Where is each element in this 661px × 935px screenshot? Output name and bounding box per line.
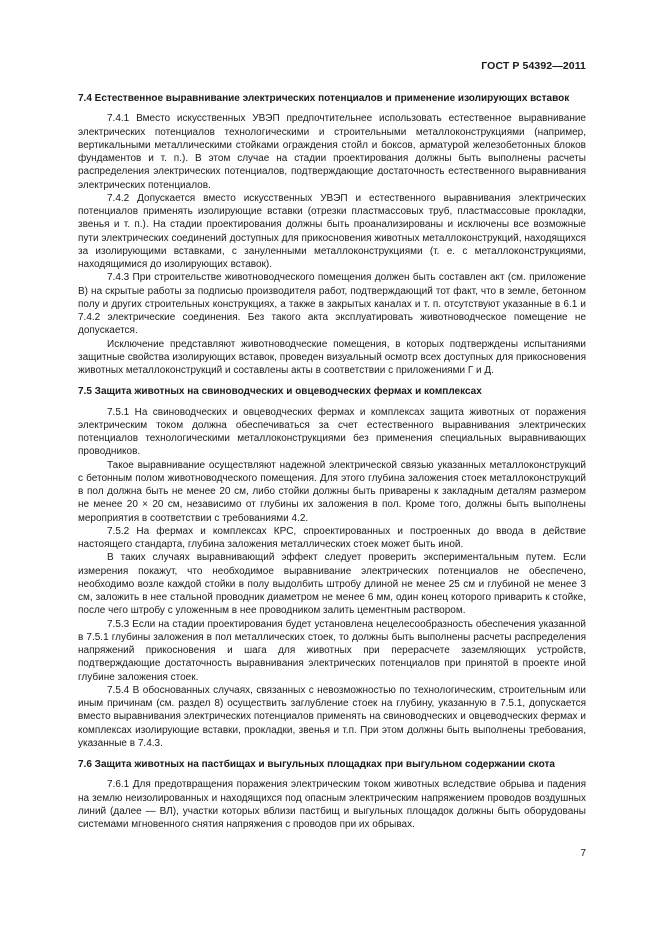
section-7-5 (78, 385, 586, 750)
section-title: 7.5 Защита животных на свиноводческих и овцеводческих фермах и комплексах (78, 386, 482, 398)
page-number: 7 (580, 848, 586, 859)
section-7-6 (78, 758, 586, 831)
section-title: 7.6 Защита животных на пастбищах и выгульных площадках при выгульном содержании скота (78, 759, 555, 770)
paragraph: 7.4.3 При строительстве животноводческого помещения должен быть составлен акт (см. приложение В) на скрытые работы за подписью производителя работ, подтверждающий тот факт, что в земле, бетонном полу и других строительных конструкциях, а также в закрытых каналах и т. п. отсутствуют указанные в 6.1 и 7.4.2 электрические соединения. Без такого акта эксплуатировать животноводческое помещение не допускается. (78, 272, 586, 337)
paragraph: 7.5.3 Если на стадии проектирования будет установлена нецелесообразность обеспечения указанной в 7.5.1 глубины заложения в пол металлических стоек, то должны быть выполнены расчеты распределения напряжений прикосновения и шага для животных при перерасчете заземляющих устройств, подтверждающие достаточность выравнивания электрических потенциалов при принятой в проекте иной глубине заложения стоек. (78, 618, 586, 683)
paragraph: 7.5.4 В обоснованных случаях, связанных с невозможностью по технологическим, строительным или иным причинам (см. раздел 8) осуществить заглубление стоек на глубину, указанную в 7.5.1, допускается вместо выравнивания электрических потенциалов применять на свиноводческих и овцеводческих фермах и комплексах изолирующие вставки, прокладки, звенья и т.п. При этом должны быть выполнены требования, указанные в 7.4.3. (78, 684, 586, 749)
paragraph: Исключение представляют животноводческие помещения, в которых подтверждены испытаниями защитные свойства изолирующих вставок, проведен визуальный осмотр всех доступных для прикосновения животных металлоконструкций и составлены акты в соответствии с приложениями Г и Д. (78, 338, 586, 376)
section-title: 7.4 Естественное выравнивание электрических потенциалов и применение изолирующих вставок (78, 93, 570, 104)
paragraph: 7.4.2 Допускается вместо искусственных УВЭП и естественного выравнивания электрических потенциалов применять изолирующие вставки (отрезки пластмассовых труб, пластмассовые прокладки, звенья и т. п.). На стадии проектирования должны быть проанализированы и исключены все возможные пути электрических соединений доступных для прикосновения животных металлоконструкций, находящихся за изолирующими вставками, с зануленными металлоконструкциями (т. е. с металлоконструкциями, находящимися до изолирующих вставок). (78, 192, 586, 270)
paragraph: 7.6.1 Для предотвращения поражения электрическим током животных вследствие обрыва и падения на землю неизолированных и находящихся под опасным электрическим напряжением проводов воздушных линий (далее — ВЛ), участки которых вблизи пастбищ и выгульных площадок должны быть оборудованы системами мгновенного снятия напряжения с проводов при их обрывах. (78, 779, 586, 830)
document-code: ГОСТ Р 54392—2011 (481, 60, 586, 72)
paragraph: В таких случаях выравнивающий эффект следует проверить экспериментальным путем. Если измерения покажут, что необходимое выравнивание электрических потенциалов не обеспечено, необходимо возле каждой стойки в полу выдолбить штробу длиной не менее 25 см и глубиной не менее 3 см, заложить в нее стальной проводник диаметром не менее 6 мм, один конец которого приварить к стойке, после чего штробу с уложенным в нее проводником залить цементным раствором. (78, 552, 586, 617)
paragraph: 7.5.2 На фермах и комплексах КРС, спроектированных и построенных до ввода в действие настоящего стандарта, глубина заложения металлических стоек может быть иной. (78, 525, 586, 550)
paragraph: Такое выравнивание осуществляют надежной электрической связью указанных металлоконструкций с бетонным полом животноводческого помещения. Для этого глубина заложения стоек металлоконструкций в пол должна быть не менее 20 см, либо стойки должны быть приварены к закладным деталям размером не менее 20 × 20 см, независимо от глубины их заложения в пол. Кроме того, должны быть выполнены мероприятия в соответствии с требованиями 4.2. (78, 459, 586, 524)
section-gap (78, 377, 586, 385)
paragraph: 7.4.1 Вместо искусственных УВЭП предпочтительнее использовать естественное выравнивание электрических потенциалов технологическими и строительными металлоконструкциями (например, вертикальными металлическими стойками ограждения стойл и боксов, арматурой железобетонных блоков фундаментов и т. п.). В этом случае на стадии проектирования должны быть выполнены расчеты распределения электрических потенциалов, подтверждающие достаточность естественного выравнивания электрических потенциалов. (78, 113, 586, 191)
section-7-4 (78, 92, 586, 377)
section-gap (78, 750, 586, 758)
paragraph: 7.5.1 На свиноводческих и овцеводческих фермах и комплексах защита животных от поражения электрическим током должна обеспечиваться за счет естественного выравнивания электрических потенциалов технологическими металлоконструкциями без применения специальных выравнивающих проводников. (78, 406, 586, 458)
